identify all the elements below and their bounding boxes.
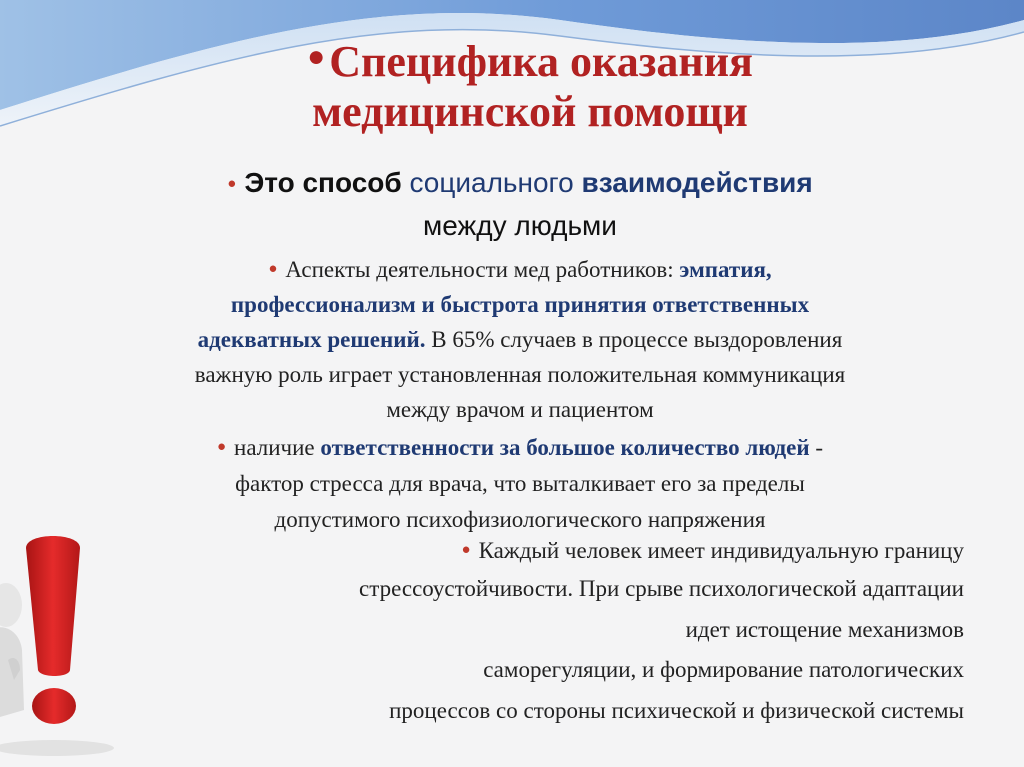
bullet-dot-icon: ● bbox=[268, 261, 278, 277]
bullet-dot-icon: ● bbox=[227, 175, 237, 192]
bullet-responsibility: ● наличие ответственности за большое количество людей - фактор стресса для врача, что выталкивает его за пределы допустимого психофизиологического напряжения bbox=[216, 435, 824, 532]
title-line-1: ●Специфика оказания bbox=[307, 37, 753, 86]
bullet-dot-icon: ● bbox=[216, 439, 227, 455]
bullet-dot-icon: ● bbox=[307, 40, 326, 73]
slide-title bbox=[210, 32, 850, 137]
title-line-2: медицинской помощи bbox=[312, 87, 748, 136]
bullet-aspects: ● Аспекты деятельности мед работников: эмпатия, профессионализм и быстрота принятия ответственных адекватных решений. В 65% случаев в процессе выздоровления важную роль играет установленная положительная коммуникация между врачом и пациентом bbox=[194, 257, 846, 422]
exclamation-mark-icon bbox=[0, 510, 160, 767]
bullet-definition: ● Это способ социального взаимодействия между людьми bbox=[227, 167, 813, 241]
bullet-dot-icon: ● bbox=[461, 542, 471, 558]
